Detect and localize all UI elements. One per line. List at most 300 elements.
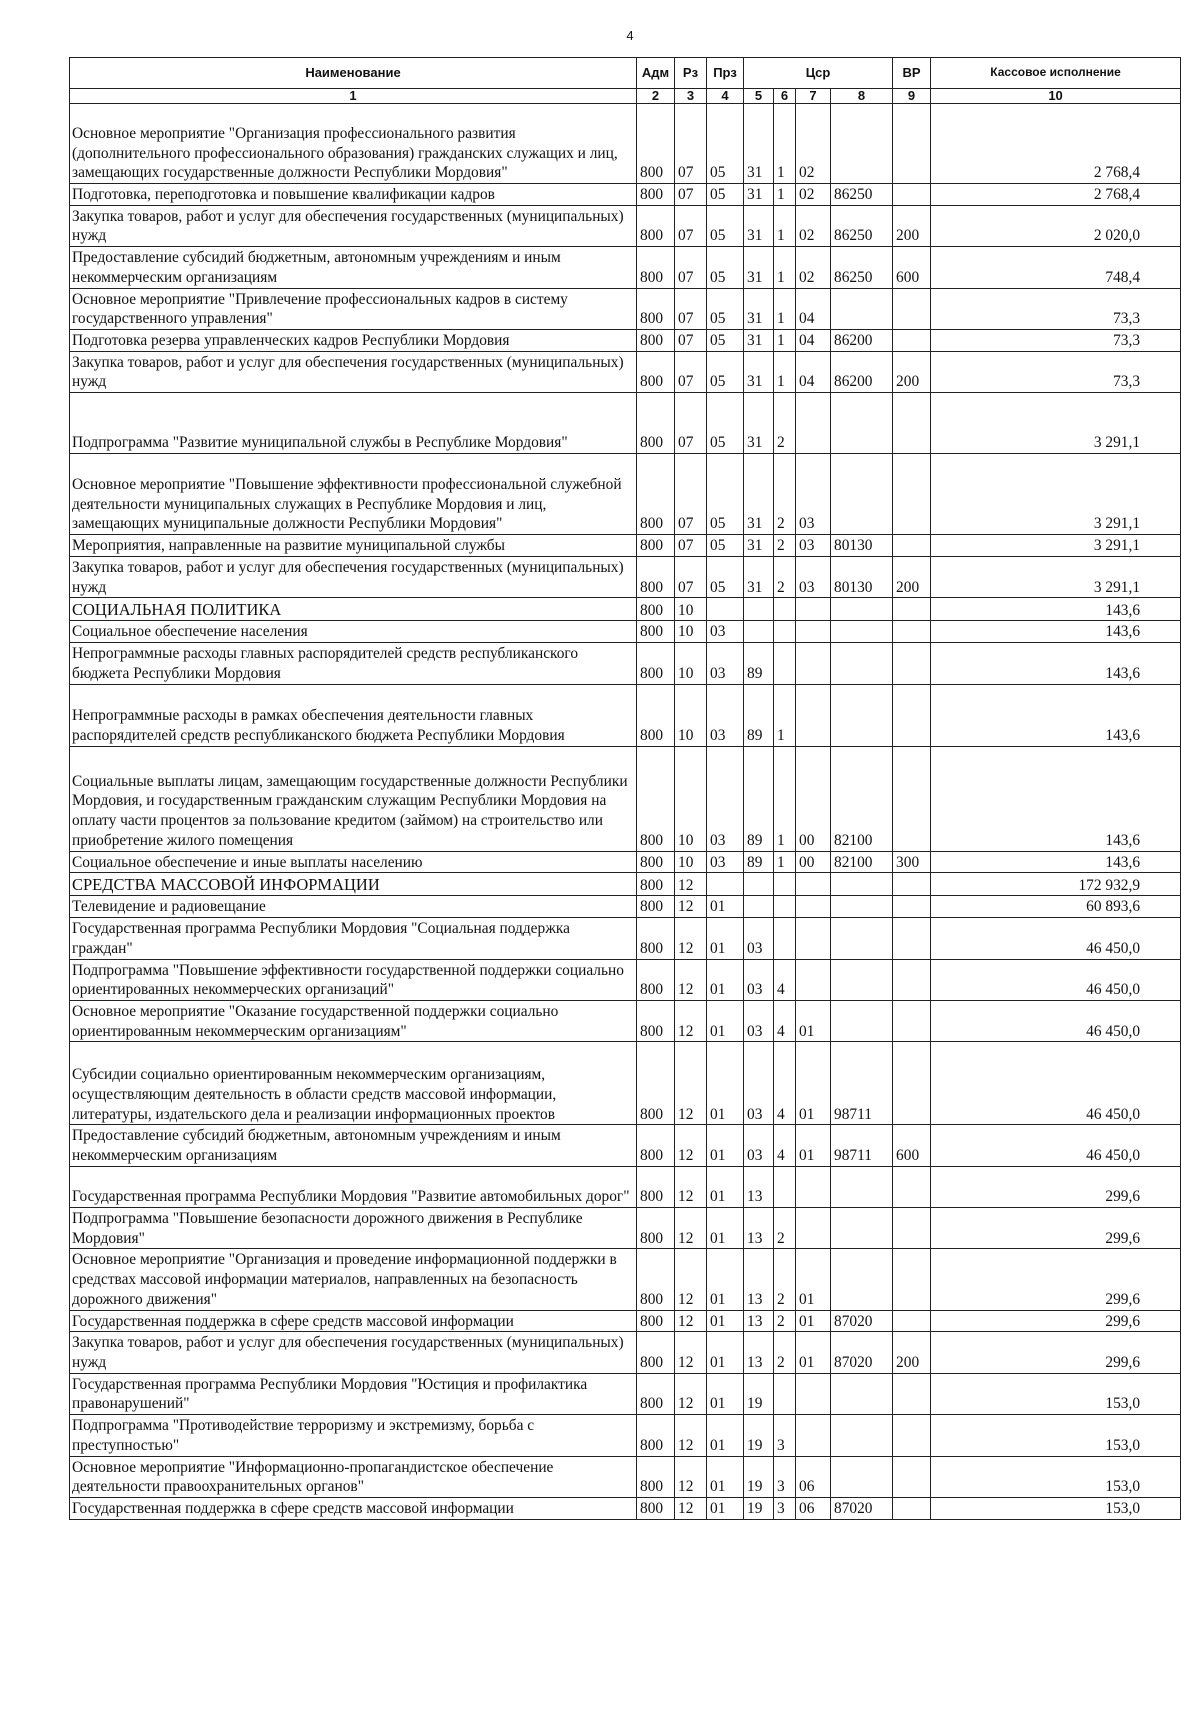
name-cell: Закупка товаров, работ и услуг для обеспечения государственных (муниципальных) нужд [70,351,637,392]
column-index: 6 [774,89,796,104]
csr-program-cell: 31 [744,247,774,288]
table-row [70,393,1181,454]
csr-direction-cell [831,1249,893,1310]
vr-cell [893,598,931,621]
name-cell: Государственная программа Республики Мордовия "Социальная поддержка граждан" [70,918,637,959]
table-row [70,1001,1181,1042]
section-row [70,598,1181,621]
csr-program-cell: 19 [744,1415,774,1456]
csr-direction-cell [831,1415,893,1456]
name-cell: Телевидение и радиовещание [70,896,637,918]
column-index: 1 [70,89,637,104]
prz-cell: 01 [707,959,744,1000]
csr-program-cell: 31 [744,330,774,352]
prz-cell [707,873,744,896]
csr-event-cell [796,684,831,746]
csr-subprogram-cell: 4 [774,1042,796,1125]
cash-execution-cell: 73,3 [931,330,1181,352]
adm-cell: 800 [637,205,675,246]
csr-subprogram-cell: 4 [774,1125,796,1166]
csr-subprogram-cell [774,1373,796,1414]
csr-direction-cell [831,643,893,684]
table-row [70,1249,1181,1310]
csr-event-cell: 00 [796,746,831,851]
adm-cell: 800 [637,643,675,684]
vr-cell [893,393,931,454]
csr-program-cell: 89 [744,851,774,873]
vr-cell [893,1001,931,1042]
prz-cell: 01 [707,1332,744,1373]
table-row [70,746,1181,851]
csr-program-cell: 31 [744,454,774,535]
csr-subprogram-cell: 2 [774,1249,796,1310]
rz-cell: 10 [675,746,707,851]
csr-event-cell: 06 [796,1456,831,1497]
csr-subprogram-cell: 2 [774,556,796,597]
rz-cell: 12 [675,1042,707,1125]
column-index: 5 [744,89,774,104]
name-cell: Мероприятия, направленные на развитие муниципальной службы [70,535,637,557]
rz-cell: 10 [675,643,707,684]
adm-cell: 800 [637,1497,675,1519]
name-cell: Основное мероприятие "Информационно-пропагандистское обеспечение деятельности правоохранительных органов" [70,1456,637,1497]
csr-event-cell [796,1207,831,1248]
vr-cell: 200 [893,205,931,246]
cash-execution-cell: 2 768,4 [931,104,1181,184]
vr-cell [893,104,931,184]
table-row [70,535,1181,557]
csr-program-cell: 19 [744,1497,774,1519]
adm-cell: 800 [637,330,675,352]
rz-cell: 07 [675,330,707,352]
prz-cell: 03 [707,621,744,643]
csr-subprogram-cell: 1 [774,184,796,206]
csr-event-cell: 01 [796,1125,831,1166]
prz-cell: 03 [707,746,744,851]
header-name: Наименование [70,58,637,89]
csr-subprogram-cell: 2 [774,454,796,535]
csr-program-cell: 31 [744,104,774,184]
name-cell: Подпрограмма "Противодействие терроризму и экстремизму, борьба с преступностью" [70,1415,637,1456]
adm-cell: 800 [637,746,675,851]
table-row [70,1415,1181,1456]
csr-direction-cell [831,104,893,184]
name-cell: Основное мероприятие "Оказание государственной поддержки социально ориентированным некоммерческим организациям" [70,1001,637,1042]
csr-program-cell [744,621,774,643]
vr-cell [893,454,931,535]
prz-cell: 05 [707,351,744,392]
rz-cell: 10 [675,598,707,621]
name-cell: Основное мероприятие "Привлечение профессиональных кадров в систему государственного управления" [70,288,637,329]
csr-direction-cell [831,1166,893,1207]
vr-cell [893,1497,931,1519]
rz-cell: 10 [675,621,707,643]
cash-execution-cell: 299,6 [931,1166,1181,1207]
csr-event-cell [796,959,831,1000]
csr-subprogram-cell: 2 [774,1332,796,1373]
csr-direction-cell: 87020 [831,1310,893,1332]
prz-cell: 03 [707,643,744,684]
csr-program-cell: 31 [744,535,774,557]
vr-cell [893,184,931,206]
vr-cell [893,621,931,643]
cash-execution-cell: 143,6 [931,684,1181,746]
prz-cell: 05 [707,288,744,329]
cash-execution-cell: 46 450,0 [931,1001,1181,1042]
cash-execution-cell: 153,0 [931,1373,1181,1414]
prz-cell: 05 [707,247,744,288]
name-cell: Государственная поддержка в сфере средств массовой информации [70,1497,637,1519]
rz-cell: 07 [675,205,707,246]
csr-direction-cell [831,393,893,454]
csr-program-cell: 03 [744,1042,774,1125]
csr-program-cell: 19 [744,1456,774,1497]
rz-cell: 10 [675,851,707,873]
prz-cell: 05 [707,393,744,454]
vr-cell: 200 [893,556,931,597]
csr-event-cell: 01 [796,1310,831,1332]
csr-direction-cell [831,1207,893,1248]
csr-subprogram-cell: 3 [774,1415,796,1456]
rz-cell: 12 [675,959,707,1000]
table-row [70,351,1181,392]
name-cell: Предоставление субсидий бюджетным, автономным учреждениям и иным некоммерческим организациям [70,247,637,288]
rz-cell: 07 [675,184,707,206]
prz-cell: 01 [707,1456,744,1497]
name-cell: Социальное обеспечение и иные выплаты населению [70,851,637,873]
prz-cell: 05 [707,556,744,597]
csr-direction-cell: 86250 [831,184,893,206]
csr-program-cell: 89 [744,643,774,684]
rz-cell: 12 [675,1207,707,1248]
csr-subprogram-cell [774,1166,796,1207]
cash-execution-cell: 3 291,1 [931,556,1181,597]
csr-direction-cell: 80130 [831,535,893,557]
vr-cell [893,918,931,959]
csr-subprogram-cell: 1 [774,104,796,184]
rz-cell: 12 [675,1332,707,1373]
csr-direction-cell [831,621,893,643]
rz-cell: 07 [675,351,707,392]
cash-execution-cell: 46 450,0 [931,918,1181,959]
csr-direction-cell: 87020 [831,1332,893,1373]
table-header-row [70,58,1181,89]
csr-subprogram-cell [774,873,796,896]
cash-execution-cell: 153,0 [931,1415,1181,1456]
csr-subprogram-cell: 1 [774,330,796,352]
rz-cell: 12 [675,1125,707,1166]
csr-program-cell: 13 [744,1332,774,1373]
vr-cell: 200 [893,1332,931,1373]
name-cell: Закупка товаров, работ и услуг для обеспечения государственных (муниципальных) нужд [70,205,637,246]
csr-subprogram-cell: 2 [774,1310,796,1332]
adm-cell: 800 [637,684,675,746]
table-row [70,1373,1181,1414]
table-row [70,959,1181,1000]
adm-cell: 800 [637,1207,675,1248]
prz-cell: 01 [707,1497,744,1519]
adm-cell: 800 [637,1332,675,1373]
vr-cell [893,1042,931,1125]
adm-cell: 800 [637,1310,675,1332]
rz-cell: 12 [675,1456,707,1497]
rz-cell: 12 [675,1497,707,1519]
prz-cell: 05 [707,205,744,246]
prz-cell: 01 [707,918,744,959]
csr-subprogram-cell [774,896,796,918]
name-cell: Основное мероприятие "Повышение эффективности профессиональной служебной деятельности муниципальных служащих в Республике Мордовия и лиц, замещающих муниципальные должности Республики Мордовия" [70,454,637,535]
csr-direction-cell [831,1001,893,1042]
cash-execution-cell: 2 020,0 [931,205,1181,246]
csr-event-cell [796,1373,831,1414]
csr-event-cell: 02 [796,184,831,206]
column-index-row [70,89,1181,104]
adm-cell: 800 [637,621,675,643]
table-row [70,1497,1181,1519]
cash-execution-cell: 46 450,0 [931,959,1181,1000]
name-cell: Государственная поддержка в сфере средств массовой информации [70,1310,637,1332]
vr-cell [893,330,931,352]
csr-program-cell: 31 [744,393,774,454]
table-row [70,643,1181,684]
table-row [70,684,1181,746]
table-row [70,1166,1181,1207]
csr-subprogram-cell: 1 [774,851,796,873]
column-index: 8 [831,89,893,104]
vr-cell [893,1310,931,1332]
csr-event-cell: 04 [796,351,831,392]
adm-cell: 800 [637,535,675,557]
csr-event-cell [796,896,831,918]
prz-cell: 03 [707,684,744,746]
rz-cell: 07 [675,288,707,329]
csr-event-cell: 01 [796,1249,831,1310]
csr-direction-cell: 86250 [831,205,893,246]
table-row [70,1207,1181,1248]
cash-execution-cell: 172 932,9 [931,873,1181,896]
rz-cell: 12 [675,1310,707,1332]
table-row [70,1456,1181,1497]
column-index: 9 [893,89,931,104]
prz-cell: 01 [707,1249,744,1310]
adm-cell: 800 [637,556,675,597]
csr-program-cell [744,598,774,621]
csr-direction-cell [831,1373,893,1414]
header-prz: Прз [707,58,744,89]
csr-subprogram-cell [774,598,796,621]
csr-event-cell: 02 [796,205,831,246]
csr-program-cell: 31 [744,351,774,392]
csr-direction-cell: 86200 [831,351,893,392]
vr-cell [893,1166,931,1207]
csr-subprogram-cell: 1 [774,247,796,288]
adm-cell: 800 [637,1001,675,1042]
csr-direction-cell [831,959,893,1000]
prz-cell: 01 [707,896,744,918]
vr-cell [893,1456,931,1497]
csr-direction-cell [831,1456,893,1497]
prz-cell [707,598,744,621]
csr-direction-cell [831,288,893,329]
csr-subprogram-cell: 1 [774,746,796,851]
page-number: 4 [626,28,634,43]
csr-program-cell: 31 [744,205,774,246]
csr-program-cell [744,873,774,896]
rz-cell: 12 [675,918,707,959]
adm-cell: 800 [637,104,675,184]
name-cell: Непрограммные расходы главных распорядителей средств республиканского бюджета Республики Мордовия [70,643,637,684]
rz-cell: 07 [675,393,707,454]
prz-cell: 05 [707,330,744,352]
vr-cell [893,535,931,557]
prz-cell: 01 [707,1042,744,1125]
table-row [70,1042,1181,1125]
csr-program-cell: 13 [744,1249,774,1310]
csr-event-cell: 06 [796,1497,831,1519]
csr-program-cell [744,896,774,918]
table-row [70,104,1181,184]
csr-program-cell: 19 [744,1373,774,1414]
vr-cell [893,643,931,684]
adm-cell: 800 [637,959,675,1000]
vr-cell [893,896,931,918]
csr-subprogram-cell: 2 [774,393,796,454]
prz-cell: 01 [707,1125,744,1166]
name-cell: СРЕДСТВА МАССОВОЙ ИНФОРМАЦИИ [70,873,637,896]
csr-event-cell: 02 [796,247,831,288]
prz-cell: 01 [707,1415,744,1456]
cash-execution-cell: 299,6 [931,1249,1181,1310]
name-cell: СОЦИАЛЬНАЯ ПОЛИТИКА [70,598,637,621]
adm-cell: 800 [637,351,675,392]
csr-program-cell: 03 [744,1125,774,1166]
header-csr: Цср [744,58,893,89]
adm-cell: 800 [637,184,675,206]
csr-direction-cell [831,896,893,918]
csr-program-cell: 31 [744,288,774,329]
csr-subprogram-cell: 3 [774,1456,796,1497]
csr-subprogram-cell [774,918,796,959]
rz-cell: 12 [675,1415,707,1456]
name-cell: Подготовка резерва управленческих кадров Республики Мордовия [70,330,637,352]
adm-cell: 800 [637,1456,675,1497]
name-cell: Непрограммные расходы в рамках обеспечения деятельности главных распорядителей средств республиканского бюджета Республики Мордовия [70,684,637,746]
rz-cell: 10 [675,684,707,746]
csr-subprogram-cell [774,643,796,684]
table-row [70,851,1181,873]
cash-execution-cell: 3 291,1 [931,535,1181,557]
csr-program-cell: 89 [744,684,774,746]
rz-cell: 12 [675,896,707,918]
prz-cell: 01 [707,1207,744,1248]
cash-execution-cell: 153,0 [931,1497,1181,1519]
rz-cell: 07 [675,556,707,597]
csr-direction-cell: 98711 [831,1125,893,1166]
adm-cell: 800 [637,1166,675,1207]
table-row [70,454,1181,535]
name-cell: Государственная программа Республики Мордовия "Развитие автомобильных дорог" [70,1166,637,1207]
prz-cell: 03 [707,851,744,873]
csr-subprogram-cell: 1 [774,288,796,329]
csr-program-cell: 89 [744,746,774,851]
vr-cell: 200 [893,351,931,392]
vr-cell [893,1373,931,1414]
cash-execution-cell: 3 291,1 [931,454,1181,535]
vr-cell [893,959,931,1000]
vr-cell [893,873,931,896]
vr-cell [893,1207,931,1248]
csr-direction-cell [831,454,893,535]
name-cell: Подпрограмма "Повышение эффективности государственной поддержки социально ориентированных некоммерческих организаций" [70,959,637,1000]
rz-cell: 12 [675,1166,707,1207]
table-row [70,184,1181,206]
cash-execution-cell: 143,6 [931,621,1181,643]
adm-cell: 800 [637,851,675,873]
adm-cell: 800 [637,1415,675,1456]
adm-cell: 800 [637,873,675,896]
csr-direction-cell: 98711 [831,1042,893,1125]
table-row [70,205,1181,246]
csr-program-cell: 31 [744,184,774,206]
vr-cell [893,1415,931,1456]
adm-cell: 800 [637,598,675,621]
adm-cell: 800 [637,918,675,959]
rz-cell: 12 [675,1001,707,1042]
csr-event-cell: 04 [796,288,831,329]
column-index: 2 [637,89,675,104]
csr-event-cell: 01 [796,1001,831,1042]
name-cell: Закупка товаров, работ и услуг для обеспечения государственных (муниципальных) нужд [70,1332,637,1373]
vr-cell: 600 [893,1125,931,1166]
name-cell: Подпрограмма "Развитие муниципальной службы в Республике Мордовия" [70,393,637,454]
csr-program-cell: 03 [744,918,774,959]
rz-cell: 07 [675,454,707,535]
csr-event-cell [796,1415,831,1456]
csr-subprogram-cell [774,621,796,643]
csr-direction-cell: 82100 [831,851,893,873]
table-row [70,621,1181,643]
adm-cell: 800 [637,393,675,454]
csr-event-cell: 04 [796,330,831,352]
table-row [70,330,1181,352]
csr-event-cell: 02 [796,104,831,184]
prz-cell: 01 [707,1001,744,1042]
header-rz: Рз [675,58,707,89]
table-row [70,1125,1181,1166]
name-cell: Основное мероприятие "Организация профессионального развития (дополнительного профессионального образования) гражданских служащих и лиц, замещающих государственные должности Республики Мордовия" [70,104,637,184]
csr-subprogram-cell: 3 [774,1497,796,1519]
csr-subprogram-cell: 1 [774,351,796,392]
adm-cell: 800 [637,454,675,535]
section-row [70,873,1181,896]
cash-execution-cell: 299,6 [931,1310,1181,1332]
csr-event-cell: 03 [796,535,831,557]
cash-execution-cell: 299,6 [931,1207,1181,1248]
table-row [70,896,1181,918]
csr-event-cell: 03 [796,454,831,535]
csr-direction-cell [831,873,893,896]
csr-direction-cell: 86200 [831,330,893,352]
cash-execution-cell: 153,0 [931,1456,1181,1497]
cash-execution-cell: 143,6 [931,598,1181,621]
csr-program-cell: 03 [744,959,774,1000]
name-cell: Субсидии социально ориентированным некоммерческим организациям, осуществляющим деятельность в области средств массовой информации, литературы, издательского дела и реализации информационных проектов [70,1042,637,1125]
vr-cell [893,288,931,329]
adm-cell: 800 [637,1373,675,1414]
csr-subprogram-cell: 4 [774,959,796,1000]
vr-cell [893,1249,931,1310]
header-cash-execution: Кассовое исполнение [931,58,1181,89]
